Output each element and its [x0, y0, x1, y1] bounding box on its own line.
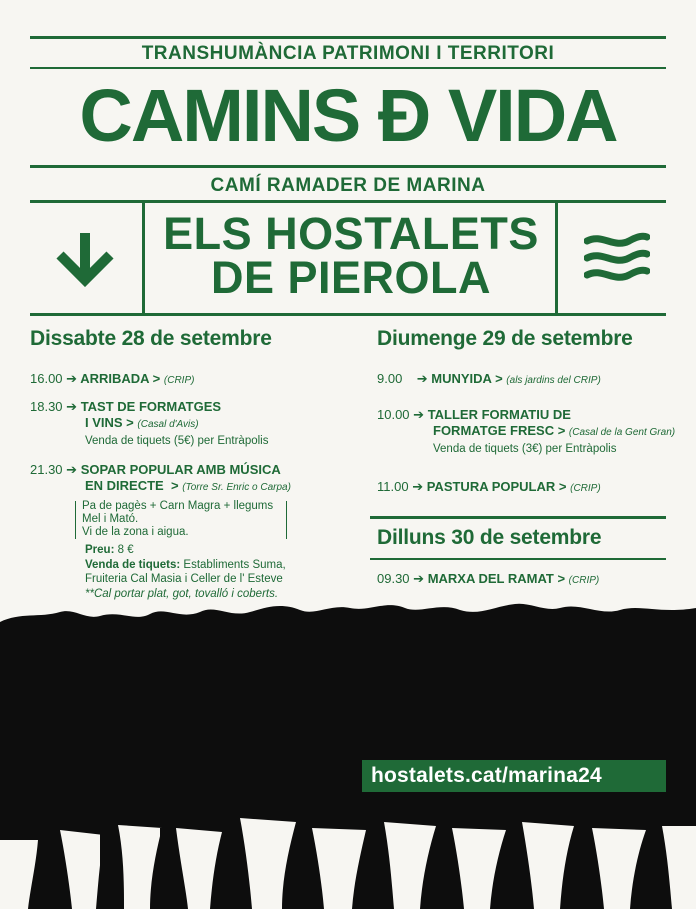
town-name — [145, 208, 557, 303]
event-place: (Casal de la Gent Gran) — [568, 427, 676, 438]
sunday-event-workshop — [377, 407, 675, 457]
monday-heading: Dilluns 30 de setembre — [377, 526, 602, 549]
arrow-right-icon: ➔ — [66, 371, 81, 386]
town-line-2: DE PIEROLA — [210, 252, 492, 303]
arrow-right-icon: ➔ — [66, 462, 81, 477]
rule-under-town — [30, 313, 666, 316]
event-title: MARXA DEL RAMAT > — [427, 571, 566, 586]
event-time: 11.00 — [377, 479, 409, 494]
event-title-line-2: EN DIRECTE — [85, 478, 164, 493]
sheep-flock-silhouette — [0, 590, 696, 909]
event-time: 21.30 — [30, 462, 63, 477]
menu-item: Vi de la zona i aigua. — [82, 526, 189, 538]
monday-bottom-rule — [370, 558, 666, 560]
event-title: CAMINS Đ VIDA — [79, 74, 617, 157]
event-time: 16.00 — [30, 371, 63, 386]
arrow-right-icon: ➔ — [412, 479, 427, 494]
event-title-line-2: I VINS > — [85, 415, 134, 430]
sunday-event-pasture — [377, 479, 601, 497]
bring-cutlery-note: **Cal portar plat, got, tovalló i coberts. — [85, 587, 279, 600]
route-name: CAMÍ RAMADER DE MARINA — [210, 175, 486, 196]
rule-under-title — [30, 165, 666, 168]
event-title-line-2: FORMATGE FRESC > — [433, 423, 566, 438]
menu-list — [82, 500, 273, 539]
saturday-heading: Dissabte 28 de setembre — [30, 327, 272, 350]
saturday-event-arrival — [30, 371, 194, 389]
sunday-event-milking — [377, 371, 601, 389]
event-place: (CRIP) — [570, 483, 601, 494]
event-ticket-note: Venda de tiquets (3€) per Entràpolis — [433, 443, 617, 455]
event-place: (CRIP) — [568, 575, 600, 586]
sale-points: Establiments Suma, — [183, 558, 286, 571]
event-title: TAST DE FORMATGES — [80, 399, 222, 414]
arrow-right-icon: ➔ — [66, 399, 81, 414]
event-time: 10.00 — [377, 407, 410, 422]
rule-under-route — [30, 200, 666, 203]
event-time: 09.30 — [377, 571, 410, 586]
event-title: PASTURA POPULAR > — [426, 479, 567, 494]
event-ticket-note: Venda de tiquets (5€) per Entràpolis — [85, 435, 269, 447]
website-link[interactable]: hostalets.cat/marina24 — [362, 760, 666, 792]
monday-event-march — [377, 571, 599, 589]
event-time: 18.30 — [30, 399, 63, 414]
town-line-1: ELS HOSTALETS — [163, 208, 539, 259]
arrow-right-icon: ➔ — [413, 407, 428, 422]
saturday-event-dinner: 21.30 ➔ SOPAR POPULAR AMB MÚSICA EN DIRECTE > (Torre Sr. Enric o Carpa) — [30, 462, 291, 493]
rule-under-subtitle — [30, 67, 666, 69]
saturday-event-tasting — [30, 399, 268, 449]
sale-label: Venda de tiquets: — [85, 558, 181, 571]
event-title: SOPAR POPULAR AMB MÚSICA — [80, 462, 281, 477]
event-place: (CRIP) — [163, 375, 195, 386]
top-rule — [30, 36, 666, 39]
price-label: Preu: — [85, 544, 115, 556]
event-title: ARRIBADA > — [80, 371, 161, 386]
sale-points-2: Fruiteria Cal Masia i Celler de l' Esteve — [85, 573, 283, 585]
event-subtitle: TRANSHUMÀNCIA PATRIMONI I TERRITORI — [141, 43, 555, 64]
menu-item: Pa de pagès + Carn Magra + llegums — [82, 500, 274, 512]
arrow-right-icon: ➔ — [413, 571, 428, 586]
monday-top-rule — [370, 516, 666, 519]
event-place: (Torre Sr. Enric o Carpa) — [182, 482, 291, 493]
arrow-down-icon — [52, 231, 118, 287]
event-time: 9.00 — [377, 371, 403, 386]
sunday-heading: Diumenge 29 de setembre — [377, 327, 633, 350]
price-value: 8 € — [117, 544, 134, 556]
menu-item: Mel i Mató. — [82, 513, 139, 525]
event-title: TALLER FORMATIU DE — [427, 407, 571, 422]
waves-icon — [584, 231, 650, 287]
event-place: (als jardins del CRIP) — [506, 375, 601, 386]
arrow-right-icon: ➔ — [413, 371, 432, 386]
event-title: MUNYIDA > — [431, 371, 503, 386]
event-place: (Casal d'Avis) — [137, 419, 199, 430]
